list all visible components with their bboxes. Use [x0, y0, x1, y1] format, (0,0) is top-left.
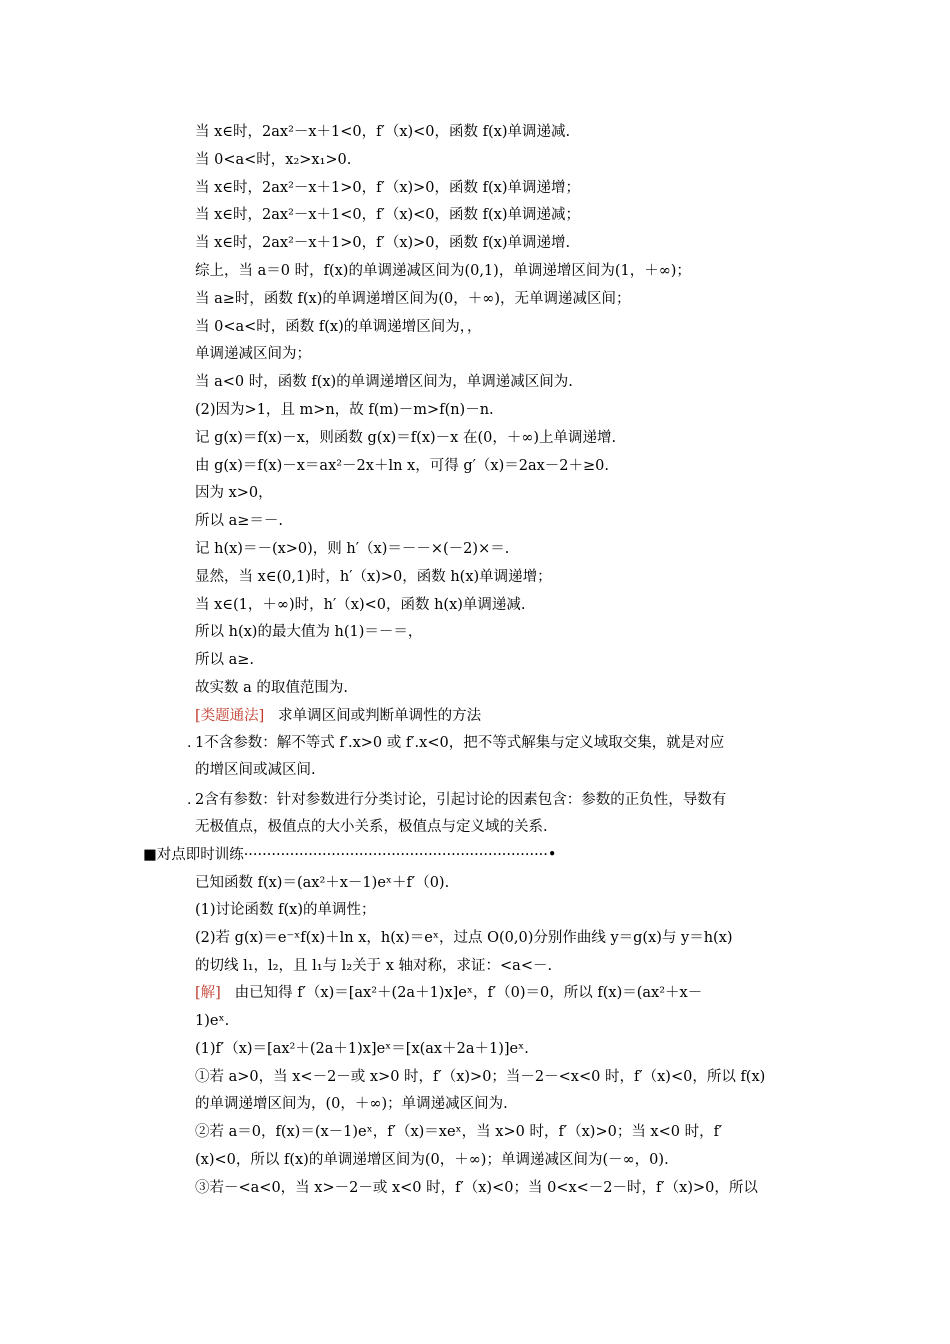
problem-line-3: (2)若 g(x)＝e⁻ˣf(x)＋ln x，h(x)＝eˣ，过点 O(0,0)分别作曲线 y＝g(x)与 y＝h(x)	[195, 930, 733, 946]
solution-line: 记 g(x)＝f(x)－x，则函数 g(x)＝f(x)－x 在(0，＋∞)上单调递增.	[195, 430, 617, 446]
solution-line: 显然，当 x∈(0,1)时，h′（x)>0，函数 h(x)单调递增；	[195, 569, 552, 585]
solution-line: 当 x∈时，2ax²－x＋1>0，f′（x)>0，函数 f(x)单调递增；	[195, 180, 580, 196]
method-item-2-line-2: 无极值点，极值点的大小关系，极值点与定义域的关系.	[195, 819, 548, 835]
solution-line: (2)因为>1，且 m>n，故 f(m)－m>f(n)－n.	[195, 402, 494, 418]
solution-header	[195, 983, 815, 1003]
bullet-marker: .	[187, 735, 192, 751]
solution-line: 当 0<a<时，x₂>x₁>0.	[195, 152, 352, 168]
solution-line: 当 x∈时，2ax²－x＋1>0，f′（x)>0，函数 f(x)单调递增.	[195, 235, 571, 251]
solution-tag: [解]	[195, 985, 221, 1001]
solution-line: 的单调递增区间为，(0，＋∞)；单调递减区间为.	[195, 1096, 508, 1112]
method-tag: [类题通法]	[195, 708, 265, 724]
solution-line: 当 x∈(1，＋∞)时，h′（x)<0，函数 h(x)单调递减.	[195, 597, 526, 613]
solution-line: 所以 h(x)的最大值为 h(1)＝－＝，	[195, 624, 423, 640]
solution-line: ①若 a>0，当 x<－2－或 x>0 时，f′（x)>0；当－2－<x<0 时，f′（x)<0，所以 f(x)	[195, 1069, 766, 1085]
solution-line: 单调递减区间为；	[195, 346, 311, 362]
solution-line: 当 x∈时，2ax²－x＋1<0，f′（x)<0，函数 f(x)单调递减；	[195, 207, 580, 223]
solution-line: (1)f′（x)＝[ax²＋(2a＋1)x]eˣ＝[x(ax＋2a＋1)]eˣ.	[195, 1041, 529, 1057]
solution-line: 记 h(x)＝－(x>0)，则 h′（x)＝－－×(－2)×＝.	[195, 541, 510, 557]
section-heading: ■对点即时训练··································································•	[143, 847, 557, 863]
solution-first-line: 由已知得 f′（x)＝[ax²＋(2a＋1)x]eˣ，f′（0)＝0，所以 f(x)＝(ax²＋x－	[234, 985, 703, 1001]
solution-line: ②若 a＝0，f(x)＝(x－1)eˣ，f′（x)＝xeˣ，当 x>0 时，f′（x)>0；当 x<0 时，f′	[195, 1124, 723, 1140]
solution-line: ③若－<a<0，当 x>－2－或 x<0 时，f′（x)<0；当 0<x<－2－时，f′（x)>0，所以	[195, 1180, 758, 1196]
method-header	[195, 706, 815, 726]
problem-line-4: 的切线 l₁，l₂，且 l₁与 l₂关于 x 轴对称，求证：<a<－.	[195, 958, 553, 974]
method-title: 求单调区间或判断单调性的方法	[278, 708, 482, 724]
problem-line-1: 已知函数 f(x)＝(ax²＋x－1)eˣ＋f′（0).	[195, 875, 450, 891]
solution-line: 当 a≥时，函数 f(x)的单调递增区间为(0，＋∞)，无单调递减区间；	[195, 291, 631, 307]
solution-line: 因为 x>0，	[195, 485, 273, 501]
solution-line: 故实数 a 的取值范围为.	[195, 680, 348, 696]
problem-line-2: (1)讨论函数 f(x)的单调性；	[195, 902, 376, 918]
solution-line: (x)<0，所以 f(x)的单调递增区间为(0，＋∞)；单调递减区间为(－∞，0).	[195, 1152, 669, 1168]
method-item-2-line-1: 2含有参数：针对参数进行分类讨论，引起讨论的因素包含：参数的正负性，导数有	[195, 792, 727, 808]
solution-line: 当 0<a<时，函数 f(x)的单调递增区间为，，	[195, 319, 482, 335]
solution-line: 当 x∈时，2ax²－x＋1<0，f′（x)<0，函数 f(x)单调递减.	[195, 124, 571, 140]
solution-line: 综上，当 a＝0 时，f(x)的单调递减区间为(0,1)，单调递增区间为(1，＋∞)；	[195, 263, 691, 279]
method-item-1-line-2: 的增区间或减区间.	[195, 762, 316, 778]
solution-line: 1)eˣ.	[195, 1013, 230, 1029]
solution-line: 所以 a≥＝－.	[195, 513, 284, 529]
solution-line: 当 a<0 时，函数 f(x)的单调递增区间为，单调递减区间为.	[195, 374, 573, 390]
solution-line: 由 g(x)＝f(x)－x＝ax²－2x＋ln x，可得 g′（x)＝2ax－2＋≥0.	[195, 458, 609, 474]
solution-line: 所以 a≥.	[195, 652, 255, 668]
method-item-1-line-1: 1不含参数：解不等式 f′.x>0 或 f′.x<0，把不等式解集与定义域取交集，就是对应	[195, 735, 725, 751]
bullet-marker: .	[187, 792, 192, 808]
